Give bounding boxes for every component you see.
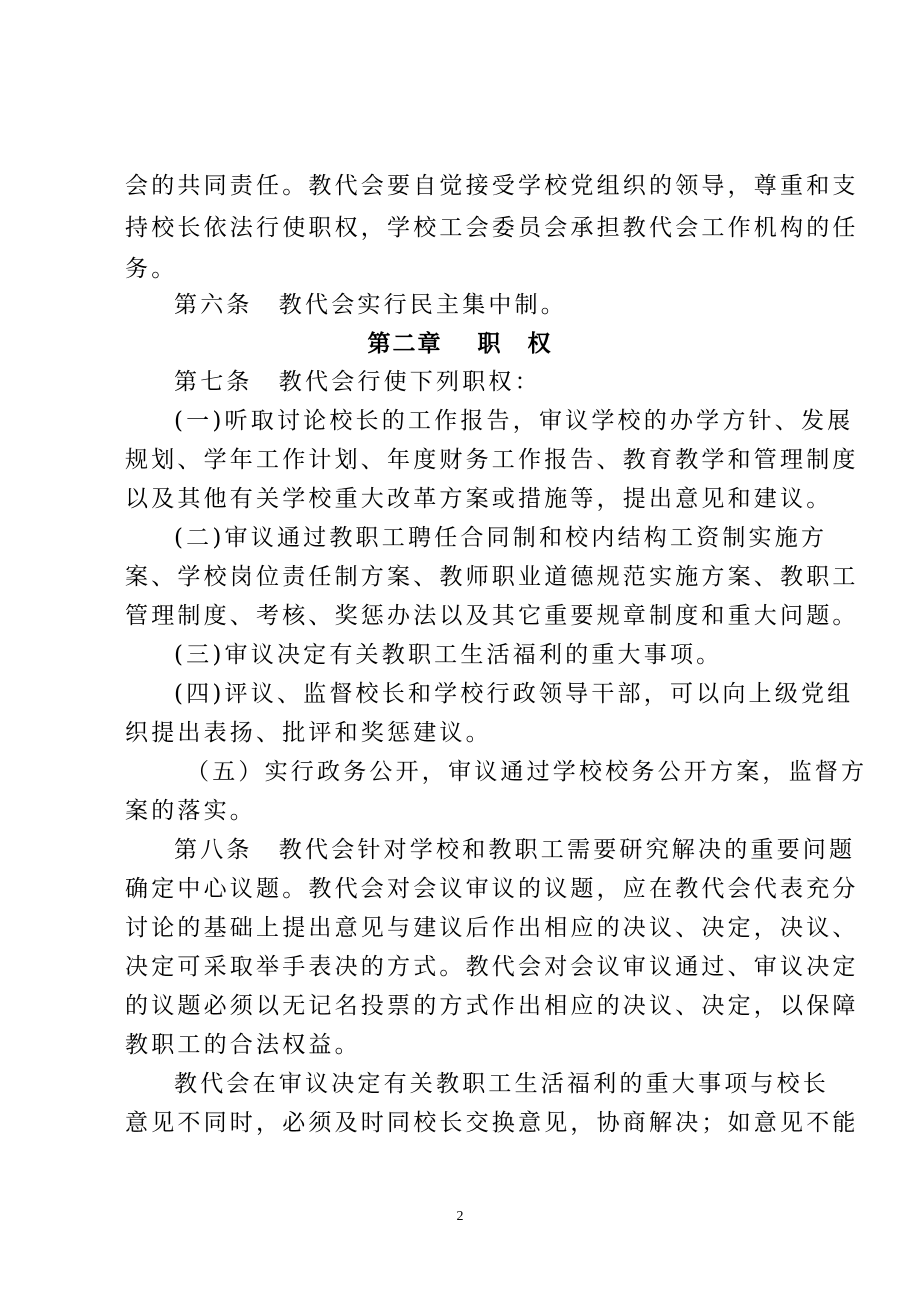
item-3-line: (三)审议决定有关教职工生活福利的重大事项。 xyxy=(174,642,723,668)
article-8-line: 确定中心议题。教代会对会议审议的议题，应在教代会代表充分 xyxy=(125,876,859,902)
article-6: 第六条 教代会实行民主集中制。 xyxy=(174,292,567,318)
article-8-line: 第八条 教代会针对学校和教职工需要研究解决的重要问题 xyxy=(174,837,856,863)
paragraph-line: 意见不同时，必须及时同校长交换意见，协商解决；如意见不能 xyxy=(125,1110,859,1136)
item-4-line: (四)评议、监督校长和学校行政领导干部，可以向上级党组 xyxy=(174,681,854,707)
article-8-line: 决定可采取举手表决的方式。教代会对会议审议通过、审议决定 xyxy=(125,954,859,980)
item-1-line: 规划、学年工作计划、年度财务工作报告、教育教学和管理制度 xyxy=(125,447,859,473)
page-number: 2 xyxy=(456,1209,464,1224)
paragraph-line: 持校长依法行使职权，学校工会委员会承担教代会工作机构的任 xyxy=(125,215,859,241)
item-1-line: 以及其他有关学校重大改革方案或措施等，提出意见和建议。 xyxy=(125,486,833,512)
article-7: 第七条 教代会行使下列职权： xyxy=(174,369,541,395)
item-4-line: 织提出表扬、批评和奖惩建议。 xyxy=(125,720,492,746)
article-8-line: 的议题必须以无记名投票的方式作出相应的决议、决定，以保障 xyxy=(125,993,859,1019)
item-1-line: (一)听取讨论校长的工作报告，审议学校的办学方针、发展 xyxy=(174,408,854,434)
paragraph-line: 教代会在审议决定有关教职工生活福利的重大事项与校长 xyxy=(174,1071,829,1097)
item-2-line: 管理制度、考核、奖惩办法以及其它重要规章制度和重大问题。 xyxy=(125,603,859,629)
paragraph-line: 务。 xyxy=(125,256,178,282)
item-5-line: 案的落实。 xyxy=(125,798,256,824)
item-2-line: (二)审议通过教职工聘任合同制和校内结构工资制实施方 xyxy=(174,525,828,551)
item-5-line: （五）实行政务公开，审议通过学校校务公开方案，监督方 xyxy=(186,759,868,785)
article-8-line: 讨论的基础上提出意见与建议后作出相应的决议、决定，决议、 xyxy=(125,915,859,941)
item-2-line: 案、学校岗位责任制方案、教师职业道德规范实施方案、教职工 xyxy=(125,564,859,590)
paragraph-line: 会的共同责任。教代会要自觉接受学校党组织的领导，尊重和支 xyxy=(125,173,859,199)
chapter-heading: 第二章 职 权 xyxy=(367,330,553,357)
article-8-line: 教职工的合法权益。 xyxy=(125,1032,361,1058)
